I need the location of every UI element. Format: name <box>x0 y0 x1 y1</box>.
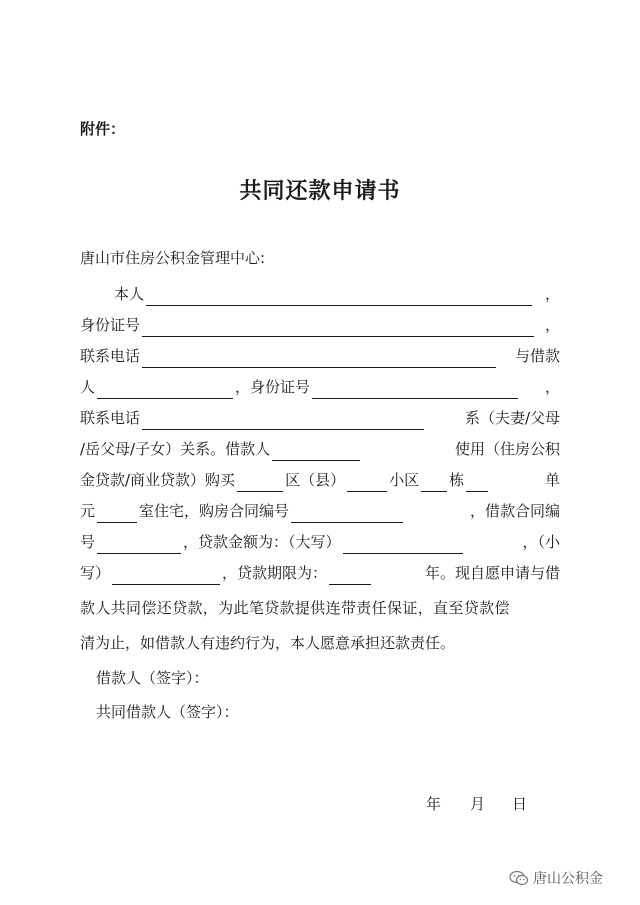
id-number-blank[interactable] <box>142 318 534 337</box>
co-borrower-signature-line <box>96 700 576 724</box>
phone-label: 联系电话 <box>80 347 141 365</box>
borrower-name-blank[interactable] <box>97 380 233 399</box>
borrower-signature-label: 借款人（签字）： <box>96 669 209 687</box>
district-blank[interactable] <box>237 473 283 492</box>
borrower-id-blank[interactable] <box>312 380 518 399</box>
date-month: 月 <box>470 795 486 813</box>
unit-label-end: 元 <box>80 502 96 520</box>
community-blank[interactable] <box>347 473 387 492</box>
body-line-7 <box>80 468 560 492</box>
body-line-10 <box>80 561 560 585</box>
relationship-text: 系（夫妻/父母 <box>464 409 560 427</box>
loan-amount-upper-blank[interactable] <box>343 535 463 554</box>
guarantee-text: 款人共同偿还贷款，为此笔贷款提供连带责任保证，直至贷款偿 <box>80 599 510 617</box>
body-line-3 <box>80 344 560 368</box>
community-label: 小区 <box>389 471 420 489</box>
body-line-2 <box>80 313 560 337</box>
loan-amount-upper-label: ，贷款金额为：（大写） <box>183 533 341 551</box>
body-line-4 <box>80 375 560 399</box>
purchase-contract-blank[interactable] <box>291 504 403 523</box>
watermark <box>509 868 603 888</box>
body-line-11 <box>80 596 560 620</box>
voluntary-text: 年。现自愿申请与借 <box>424 564 560 582</box>
loan-amount-lower-label-start: ，（小 <box>522 533 560 551</box>
body-line-8 <box>80 499 560 523</box>
attachment-label: 附件： <box>80 120 126 138</box>
punct-comma: ， <box>544 378 560 396</box>
room-blank[interactable] <box>97 504 137 523</box>
loan-contract-label: ，借款合同编 <box>469 502 560 520</box>
punct-comma: ， <box>544 285 560 303</box>
borrower-phone-label: 联系电话 <box>80 409 141 427</box>
watermark-text: 唐山公积金 <box>533 871 603 887</box>
with-borrower-text: 与借款 <box>514 347 560 365</box>
unit-blank[interactable] <box>466 473 488 492</box>
punct-comma: ， <box>544 316 560 334</box>
loan-amount-lower-label-end: 写） <box>80 564 111 582</box>
salutation-text: 唐山市住房公积金管理中心: <box>80 249 266 267</box>
borrower-signature-line <box>96 666 576 690</box>
building-label: 栋 <box>449 471 465 489</box>
loan-term-blank[interactable] <box>329 566 371 585</box>
use-loan-text: 使用（住房公积 <box>454 440 560 458</box>
self-name-blank[interactable] <box>146 287 532 306</box>
district-label: 区（县） <box>285 471 346 489</box>
loan-amount-lower-blank[interactable] <box>112 566 220 585</box>
purchase-contract-label: 室住宅，购房合同编号 <box>139 502 290 520</box>
salutation <box>80 246 560 270</box>
wechat-icon <box>509 870 529 886</box>
document-title: 共同还款申请书 <box>239 178 401 204</box>
borrower-blank[interactable] <box>272 442 360 461</box>
phone-blank[interactable] <box>142 349 496 368</box>
date-day: 日 <box>512 795 528 813</box>
body-line-9 <box>80 530 560 554</box>
relationship-types: /岳父母/子女）关系。借款人 <box>80 440 271 458</box>
self-label: 本人 <box>114 285 145 303</box>
body-line-6 <box>80 437 560 461</box>
loan-term-label: ，贷款期限为： <box>222 564 328 582</box>
responsibility-text: 清为止，如借款人有违约行为，本人愿意承担还款责任。 <box>80 634 456 652</box>
loan-contract-blank[interactable] <box>97 535 181 554</box>
co-borrower-signature-label: 共同借款人（签字）： <box>96 703 239 721</box>
building-blank[interactable] <box>421 473 447 492</box>
unit-label-start: 单 <box>544 471 560 489</box>
person-text: 人 <box>80 378 96 396</box>
date-year: 年 <box>426 795 442 813</box>
borrower-phone-blank[interactable] <box>142 411 424 430</box>
borrower-id-label: ，身份证号 <box>235 378 311 396</box>
body-line-1 <box>114 282 560 306</box>
body-line-5 <box>80 406 560 430</box>
number-label: 号 <box>80 533 96 551</box>
loan-type-text: 金贷款/商业贷款）购买 <box>80 471 236 489</box>
body-line-12 <box>80 631 560 655</box>
id-number-label: 身份证号 <box>80 316 141 334</box>
